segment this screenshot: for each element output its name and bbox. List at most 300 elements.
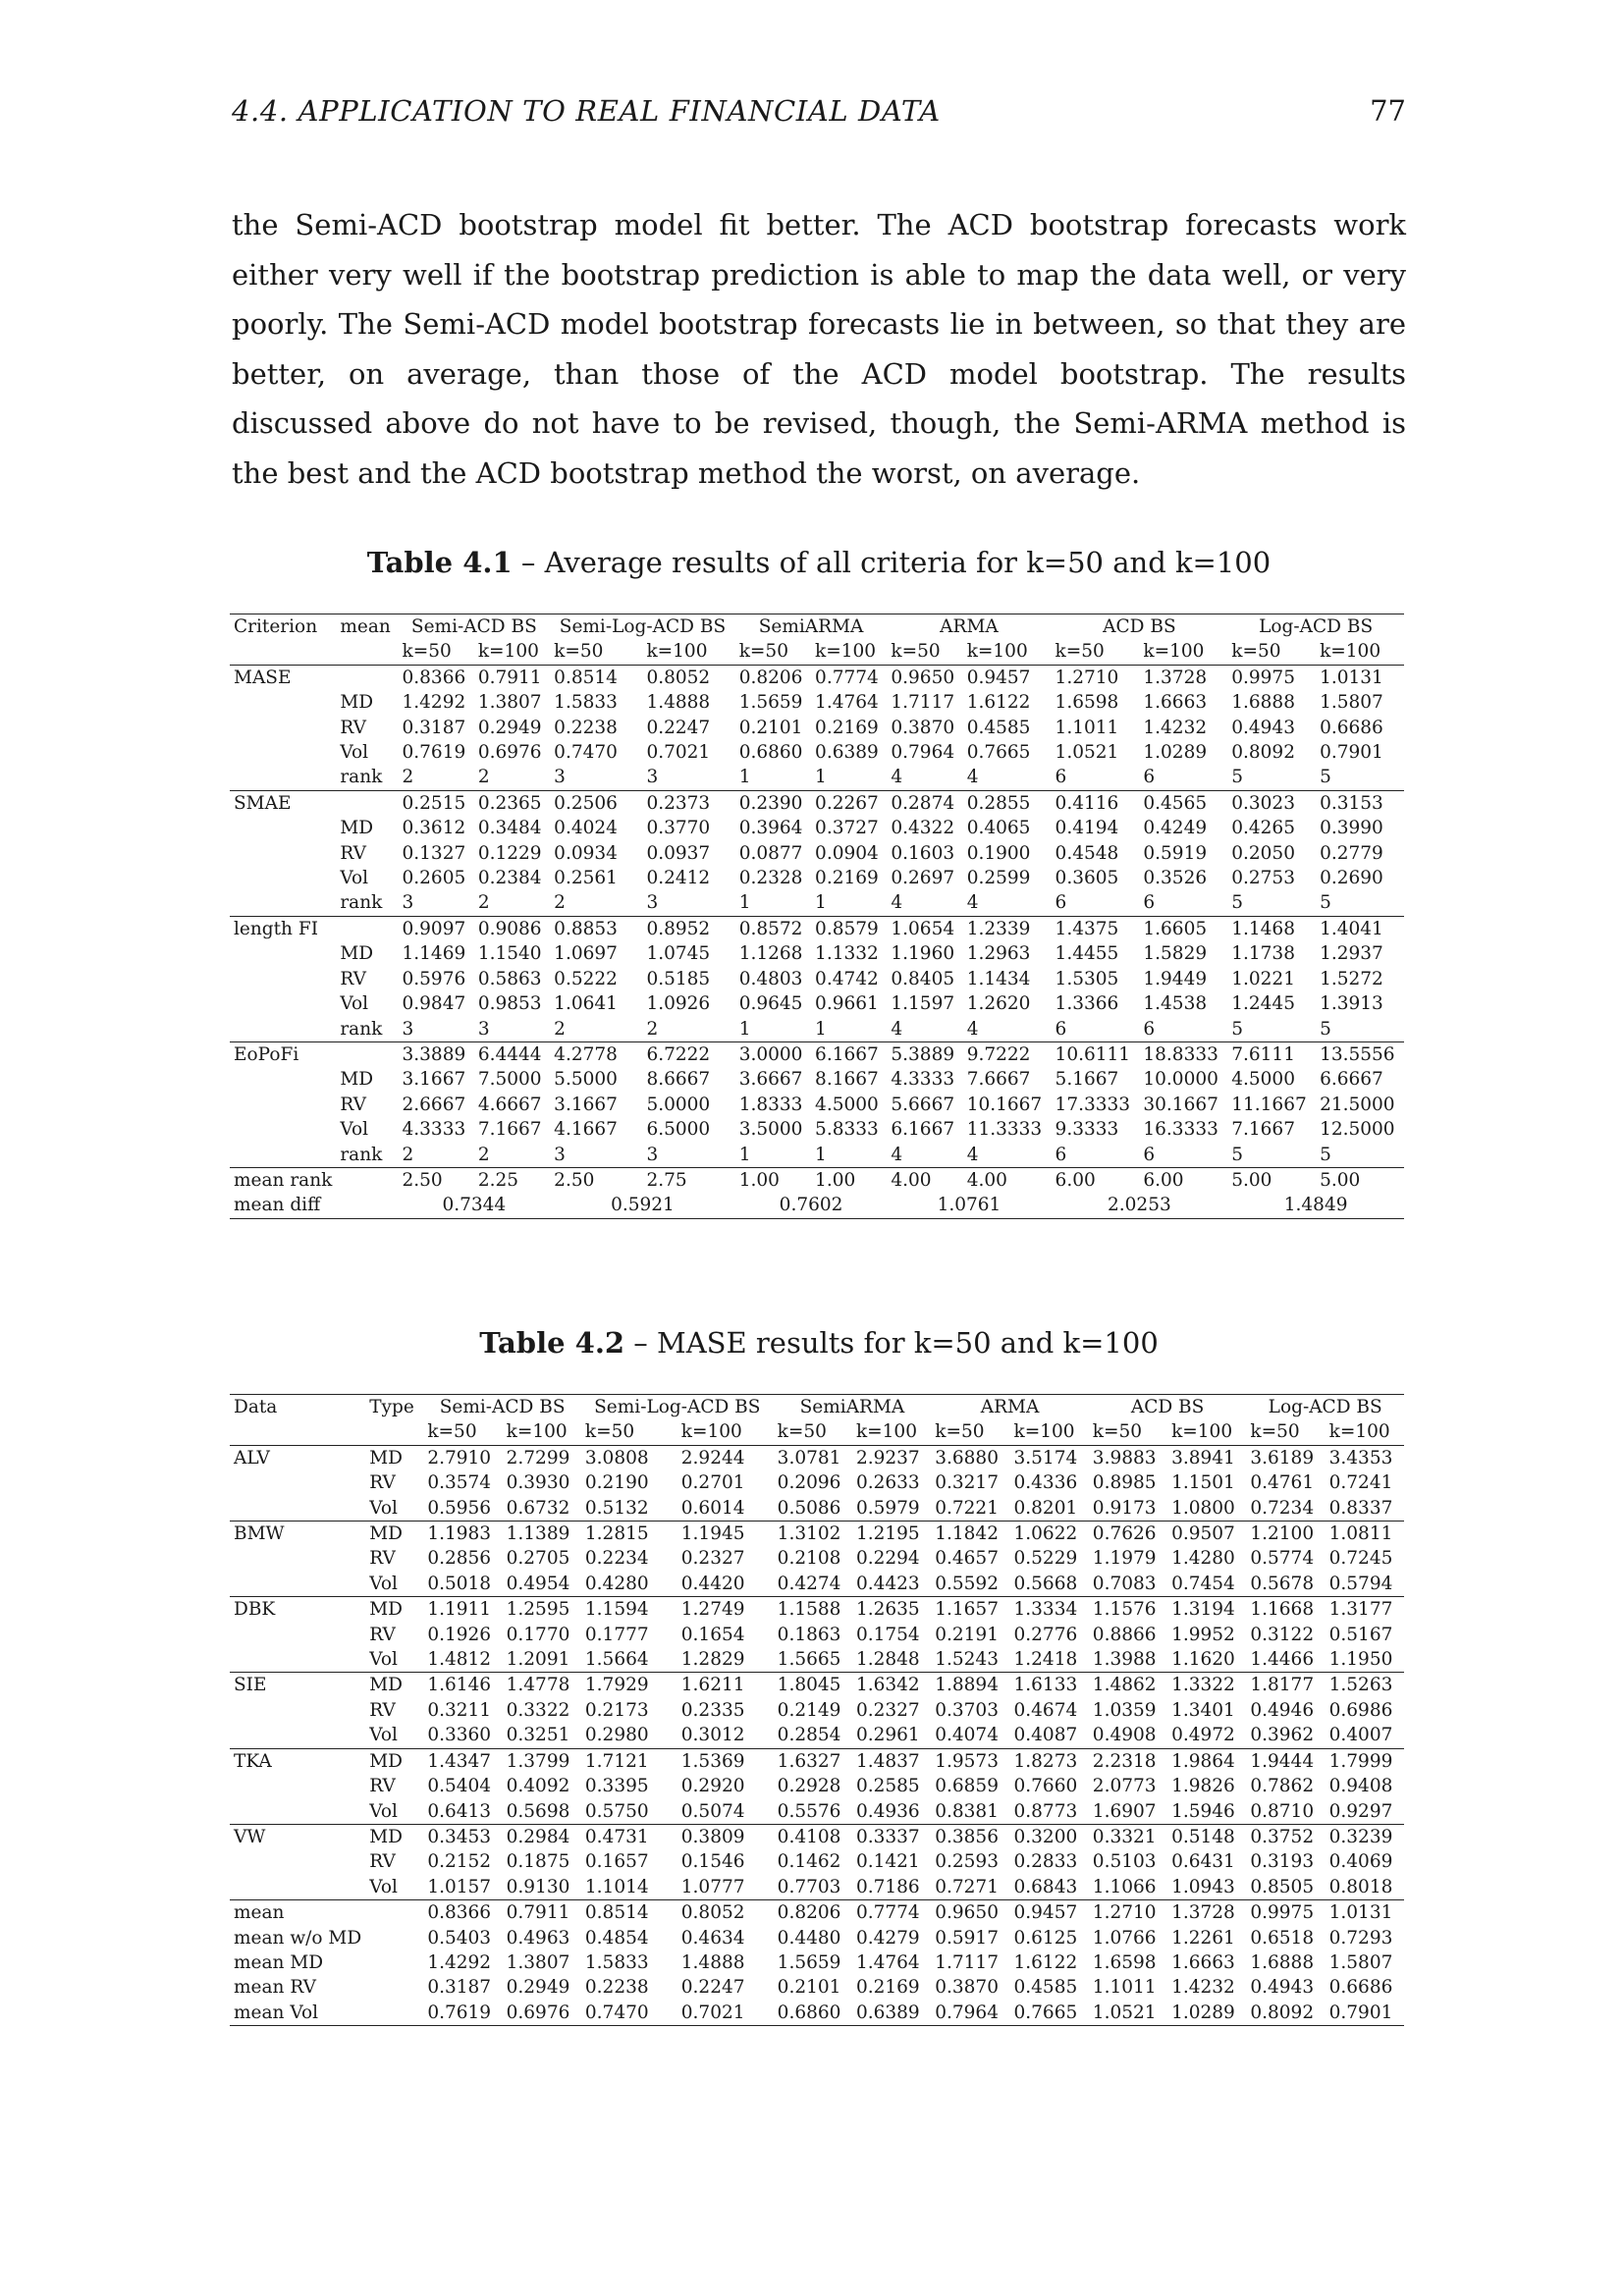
table-cell: 2.50 [402,1169,443,1191]
table-cell: 1.4375 [1055,918,1119,939]
table-cell: 1.8333 [738,1094,803,1115]
table-cell: 1.2710 [1092,1902,1157,1924]
table-cell: 0.7964 [935,2002,999,2023]
row-sub-label: MD [369,1447,403,1468]
table-row [230,1849,1404,1874]
table-cell: 0.3251 [506,1725,570,1746]
table-cell: 1.0926 [646,993,711,1015]
table-cell: 1.9952 [1171,1624,1235,1645]
table-cell: 0.5976 [402,968,466,989]
table-cell: 1.2418 [1013,1649,1078,1671]
table-cell: 2.6667 [402,1094,466,1115]
table-cell: 1.8894 [935,1675,999,1696]
table-cell: 1.0811 [1328,1523,1393,1545]
table-cell: 6 [1055,1018,1067,1040]
table-cell: 0.4322 [891,818,955,839]
table-cell: 1.1979 [1092,1548,1157,1570]
header-row [230,614,1404,640]
row-sub-label: MD [369,1750,403,1772]
table-cell: 0.6976 [477,742,542,764]
table-cell: 7.5000 [477,1069,542,1091]
table-cell: 10.0000 [1143,1069,1218,1091]
row-sub-label [336,916,398,941]
row-sub-label: RV [369,1851,396,1873]
table-cell: 1.6146 [427,1675,492,1696]
table-cell: 0.1546 [680,1851,745,1873]
table-cell: 6 [1055,1144,1067,1165]
table-cell: 0.2701 [680,1472,745,1494]
table-cell: 0.6859 [935,1776,999,1797]
table-cell: 0.3321 [1092,1826,1157,1847]
table-cell: 6 [1055,892,1067,914]
table-cell: 1.6663 [1143,692,1208,714]
table-cell: 0.7241 [1328,1472,1393,1494]
table-cell: 1.4455 [1055,943,1119,965]
table-cell: 0.1657 [584,1851,649,1873]
table-cell: 0.7665 [1013,2002,1078,2023]
table-cell: 0.1777 [584,1624,649,1645]
table-cell: 12.5000 [1320,1119,1395,1141]
method-header: ACD BS [1103,616,1176,637]
table-cell: 0.3703 [935,1699,999,1721]
table-cell: 0.6014 [680,1497,745,1519]
blank-cell [230,1117,336,1142]
table-cell: 1.4041 [1320,918,1383,939]
table-cell: 0.2856 [427,1548,492,1570]
blank-cell [230,1067,336,1092]
table-cell: 1.5659 [738,692,803,714]
table-cell: 6 [1143,892,1156,914]
table-cell: 0.7602 [779,1195,843,1216]
table-cell: 0.6431 [1171,1851,1235,1873]
table-row [230,716,1404,740]
table-cell: 0.8052 [646,667,711,688]
table-cell: 6.1667 [815,1043,879,1065]
table-cell: 2.0253 [1108,1195,1171,1216]
table-cell: 0.4249 [1143,818,1208,839]
summary-row [230,1926,1404,1950]
table-cell: 0.2855 [966,792,1031,814]
table-cell: 0.2190 [584,1472,649,1494]
table-cell: 1.1960 [891,943,955,965]
table-cell: 0.5592 [935,1573,999,1594]
table-cell: 0.2169 [815,717,879,738]
page-number: 77 [1370,94,1406,128]
table-cell: 1.7121 [584,1750,649,1772]
table-cell: 0.5086 [777,1497,841,1519]
table-cell: 13.5556 [1320,1043,1395,1065]
table-cell: 4 [891,767,903,788]
table-cell: 0.2327 [680,1548,745,1570]
table-cell: 0.3930 [506,1472,570,1494]
table-cell: 1.9826 [1171,1776,1235,1797]
table-cell: 0.7234 [1250,1497,1315,1519]
table-cell: 6.6667 [1320,1069,1383,1091]
table-cell: 0.7245 [1328,1548,1393,1570]
blank-cell [365,1419,423,1445]
k-header: k=50 [554,641,604,663]
table-cell: 5.0000 [646,1094,711,1115]
table-cell: 1.0641 [554,993,618,1015]
table-cell: 0.6518 [1250,1927,1315,1949]
blank-cell [336,1167,398,1193]
table-cell: 0.2294 [855,1548,920,1570]
table-cell: 2 [477,1144,490,1165]
table-cell: 0.2050 [1231,842,1295,864]
table-cell: 3.1667 [402,1069,466,1091]
table-cell: 0.2961 [855,1725,920,1746]
table-cell: 2 [554,892,566,914]
table-cell: 0.8773 [1013,1800,1078,1822]
table-cell: 0.3574 [427,1472,492,1494]
k-header: k=100 [1320,641,1381,663]
table-cell: 0.4423 [855,1573,920,1594]
table-cell: 0.4742 [815,968,879,989]
table-cell: 0.4007 [1328,1725,1393,1746]
table-row [230,1546,1404,1571]
k-header: k=100 [855,1421,917,1443]
table-cell: 0.4336 [1013,1472,1078,1494]
table-cell: 6.00 [1055,1169,1096,1191]
table-cell: 4 [891,1144,903,1165]
method-header: ARMA [980,1397,1040,1417]
table-cell: 1.3913 [1320,993,1383,1015]
table-cell: 1.3728 [1143,667,1208,688]
table-cell: 0.7344 [442,1195,507,1216]
table-cell: 5 [1320,892,1331,914]
table-cell: 0.2247 [680,1977,745,1999]
table-cell: 2.0773 [1092,1776,1157,1797]
table-cell: 4 [966,1144,979,1165]
table-row [230,1117,1404,1142]
k-header: k=50 [1055,641,1105,663]
table-cell: 0.2101 [777,1977,841,1999]
table-cell: 0.7862 [1250,1776,1315,1797]
table-cell: 0.6860 [777,2002,841,2023]
table-cell: 1.1620 [1171,1649,1235,1671]
table-cell: 0.6389 [815,742,879,764]
table-cell: 0.4963 [506,1927,570,1949]
table-cell: 0.3193 [1250,1851,1315,1873]
table-cell: 0.3187 [402,717,466,738]
table-cell: 1.0800 [1171,1497,1235,1519]
blank-cell [336,1193,398,1218]
table-cell: 0.5404 [427,1776,492,1797]
table-cell: 0.9650 [935,1902,999,1924]
blank-cell [230,1143,336,1168]
table-cell: 0.7964 [891,742,955,764]
table-cell: 1.1268 [738,943,803,965]
table-cell: 0.1754 [855,1624,920,1645]
subheader-row [230,1419,1404,1445]
row-sub-label: Vol [340,993,369,1015]
table-cell: 1.6327 [777,1750,841,1772]
table-cell: 1.0943 [1171,1876,1235,1897]
row-group-label: length FI [234,918,318,939]
row-sub-label: Vol [369,1876,398,1897]
table-cell: 1.1011 [1055,717,1119,738]
table-row [230,1017,1404,1042]
table-cell: 1.4232 [1143,717,1208,738]
table-cell: 0.4548 [1055,842,1119,864]
table-cell: 5 [1231,892,1244,914]
table-cell: 5.3889 [891,1043,955,1065]
table-cell: 0.1229 [477,842,542,864]
table-cell: 0.9173 [1092,1497,1157,1519]
running-header [232,94,1406,133]
table-cell: 0.6413 [427,1800,492,1822]
table-cell: 1.4764 [855,1951,920,1973]
blank-cell [230,740,336,765]
table-cell: 0.2173 [584,1699,649,1721]
table-cell: 1.3194 [1171,1599,1235,1621]
table-cell: 0.2633 [855,1472,920,1494]
table-cell: 0.3217 [935,1472,999,1494]
table-cell: 1 [738,1018,751,1040]
table-cell: 1.1842 [935,1523,999,1545]
table-cell: 10.6111 [1055,1043,1131,1065]
table-cell: 0.8853 [554,918,618,939]
table-cell: 2 [646,1018,659,1040]
caption-text: – MASE results for k=50 and k=100 [624,1326,1159,1360]
blank-cell [230,1875,365,1900]
blank-cell [230,1419,365,1445]
table-cell: 0.8710 [1250,1800,1315,1822]
table-cell: 0.8206 [777,1902,841,1924]
subheader-row [230,639,1404,665]
table-cell: 0.3211 [427,1699,492,1721]
table-4-1-caption [232,546,1406,579]
table-cell: 0.1863 [777,1624,841,1645]
table-cell: 21.5000 [1320,1094,1395,1115]
row-sub-label: Vol [340,868,369,889]
table-cell: 1.7117 [935,1951,999,1973]
table-cell: 1.4764 [815,692,879,714]
table-cell: 0.2152 [427,1851,492,1873]
k-header: k=50 [1250,1421,1300,1443]
table-cell: 1.1501 [1171,1472,1235,1494]
table-cell: 7.6667 [966,1069,1031,1091]
table-cell: 2 [402,1144,414,1165]
table-cell: 0.0934 [554,842,618,864]
table-cell: 1.5946 [1171,1800,1235,1822]
table-cell: 1.4888 [646,692,711,714]
table-cell: 0.3239 [1328,1826,1393,1847]
k-header: k=100 [1143,641,1205,663]
method-header: Semi-ACD BS [439,1397,566,1417]
table-cell: 0.3360 [427,1725,492,1746]
table-cell: 0.7901 [1320,742,1383,764]
table-cell: 0.5678 [1250,1573,1315,1594]
table-cell: 0.6686 [1320,717,1383,738]
table-cell: 1.3807 [506,1951,570,1973]
header-row [230,1395,1404,1420]
table-cell: 1.0289 [1143,742,1208,764]
table-cell: 0.2753 [1231,868,1295,889]
row-group-label: mean Vol [234,2002,319,2023]
table-cell: 3.0000 [738,1043,803,1065]
table-cell: 0.6732 [506,1497,570,1519]
table-cell: 0.2599 [966,868,1031,889]
row-sub-label: Vol [369,1497,398,1519]
table-cell: 0.2874 [891,792,955,814]
table-cell: 0.4908 [1092,1725,1157,1746]
table-row [230,1875,1404,1900]
blank-cell [230,1698,365,1723]
table-cell: 0.2335 [680,1699,745,1721]
table-cell: 1.0761 [937,1195,1001,1216]
table-cell: 0.4065 [966,818,1031,839]
table-cell: 0.3612 [402,818,466,839]
table-cell: 0.5185 [646,968,711,989]
blank-cell [230,716,336,740]
table-cell: 2.7910 [427,1447,492,1468]
table-cell: 1.3334 [1013,1599,1078,1621]
table-cell: 0.2412 [646,868,711,889]
blank-cell [365,1975,423,2000]
table-cell: 0.9650 [891,667,955,688]
table-cell: 3.8941 [1171,1447,1235,1468]
table-cell: 1.0289 [1171,2002,1235,2023]
table-cell: 1.9573 [935,1750,999,1772]
k-header: k=100 [1171,1421,1233,1443]
table-cell: 0.7901 [1328,2002,1393,2023]
table-row [230,1143,1404,1168]
table-row [230,967,1404,991]
k-header: k=100 [1328,1421,1390,1443]
table-cell: 0.9853 [477,993,542,1015]
table-cell: 0.1875 [506,1851,570,1873]
table-cell: 1.1588 [777,1599,841,1621]
table-cell: 1.6133 [1013,1675,1078,1696]
table-cell: 5.00 [1231,1169,1272,1191]
table-cell: 1 [738,1144,751,1165]
table-cell: 2.2318 [1092,1750,1157,1772]
table-cell: 1.1950 [1328,1649,1393,1671]
table-cell: 1.4538 [1143,993,1208,1015]
table-cell: 1.1540 [477,943,542,965]
k-header: k=50 [891,641,941,663]
table-cell: 0.2365 [477,792,542,814]
table-cell: 1.1011 [1092,1977,1157,1999]
table-cell: 0.5863 [477,968,542,989]
table-cell: 1.6342 [855,1675,920,1696]
table-row [230,1723,1404,1748]
column-header: Criterion [234,616,318,637]
table-cell: 0.8052 [680,1902,745,1924]
table-cell: 0.6843 [1013,1876,1078,1897]
table-cell: 1.5272 [1320,968,1383,989]
table-cell: 0.9645 [738,993,803,1015]
table-row [230,1445,1404,1470]
blank-cell [230,765,336,790]
k-header: k=50 [402,641,452,663]
table-cell: 0.3770 [646,818,711,839]
table-cell: 0.7660 [1013,1776,1078,1797]
table-row [230,1093,1404,1117]
table-row [230,1824,1404,1849]
blank-cell [230,1799,365,1825]
table-cell: 6.5000 [646,1119,711,1141]
table-cell: 7.1667 [477,1119,542,1141]
method-header: Semi-Log-ACD BS [594,1397,761,1417]
table-cell: 0.6686 [1328,1977,1393,1999]
table-cell: 0.7619 [402,742,466,764]
blank-cell [365,1950,423,1975]
table-cell: 0.3337 [855,1826,920,1847]
table-cell: 2.7299 [506,1447,570,1468]
table-cell: 1.2620 [966,993,1031,1015]
k-header: k=100 [646,641,708,663]
table-cell: 5.00 [1320,1169,1361,1191]
table-cell: 0.5698 [506,1800,570,1822]
table-row [230,1597,1404,1623]
table-cell: 0.1770 [506,1624,570,1645]
table-cell: 1.2848 [855,1649,920,1671]
table-cell: 0.7021 [680,2002,745,2023]
table-cell: 4.3333 [891,1069,955,1091]
row-sub-label: RV [340,1094,366,1115]
table-cell: 0.9457 [966,667,1031,688]
blank-cell [230,690,336,715]
row-sub-label: RV [369,1472,396,1494]
table-cell: 7.6111 [1231,1043,1295,1065]
k-header: k=100 [966,641,1028,663]
table-cell: 0.2593 [935,1851,999,1873]
table-cell: 1.1066 [1092,1876,1157,1897]
table-cell: 1.1469 [402,943,466,965]
blank-cell [230,1774,365,1798]
table-cell: 0.7626 [1092,1523,1157,1545]
table-cell: 1.5833 [584,1951,649,1973]
table-cell: 0.9097 [402,918,466,939]
blank-cell [230,841,336,866]
method-header: Log-ACD BS [1259,616,1374,637]
table-cell: 0.4565 [1143,792,1208,814]
row-sub-label: RV [340,717,366,738]
row-sub-label: Vol [369,1573,398,1594]
table-cell: 0.0937 [646,842,711,864]
table-cell: 0.4280 [584,1573,649,1594]
table-cell: 5 [1320,1018,1331,1040]
row-sub-label: RV [369,1548,396,1570]
row-group-label: mean MD [234,1951,324,1973]
table-cell: 0.3809 [680,1826,745,1847]
table-cell: 0.5222 [554,968,618,989]
blank-cell [230,816,336,840]
table-cell: 1 [738,767,751,788]
table-cell: 0.3870 [891,717,955,738]
table-row [230,1496,1404,1522]
table-cell: 0.4731 [584,1826,649,1847]
table-cell: 1.3807 [477,692,542,714]
table-cell: 0.4092 [506,1776,570,1797]
table-cell: 1.7117 [891,692,955,714]
table-cell: 0.8381 [935,1800,999,1822]
table-cell: 4.5000 [815,1094,879,1115]
table-cell: 4.5000 [1231,1069,1295,1091]
table-cell: 3 [402,1018,414,1040]
blank-cell [365,1926,423,1950]
table-cell: 1.0221 [1231,968,1295,989]
table-cell: 18.8333 [1143,1043,1218,1065]
table-cell: 1 [738,892,751,914]
table-cell: 2.9237 [855,1447,920,1468]
k-header: k=50 [738,641,788,663]
table-cell: 1.00 [738,1169,780,1191]
table-row [230,1623,1404,1647]
table-cell: 0.2920 [680,1776,745,1797]
